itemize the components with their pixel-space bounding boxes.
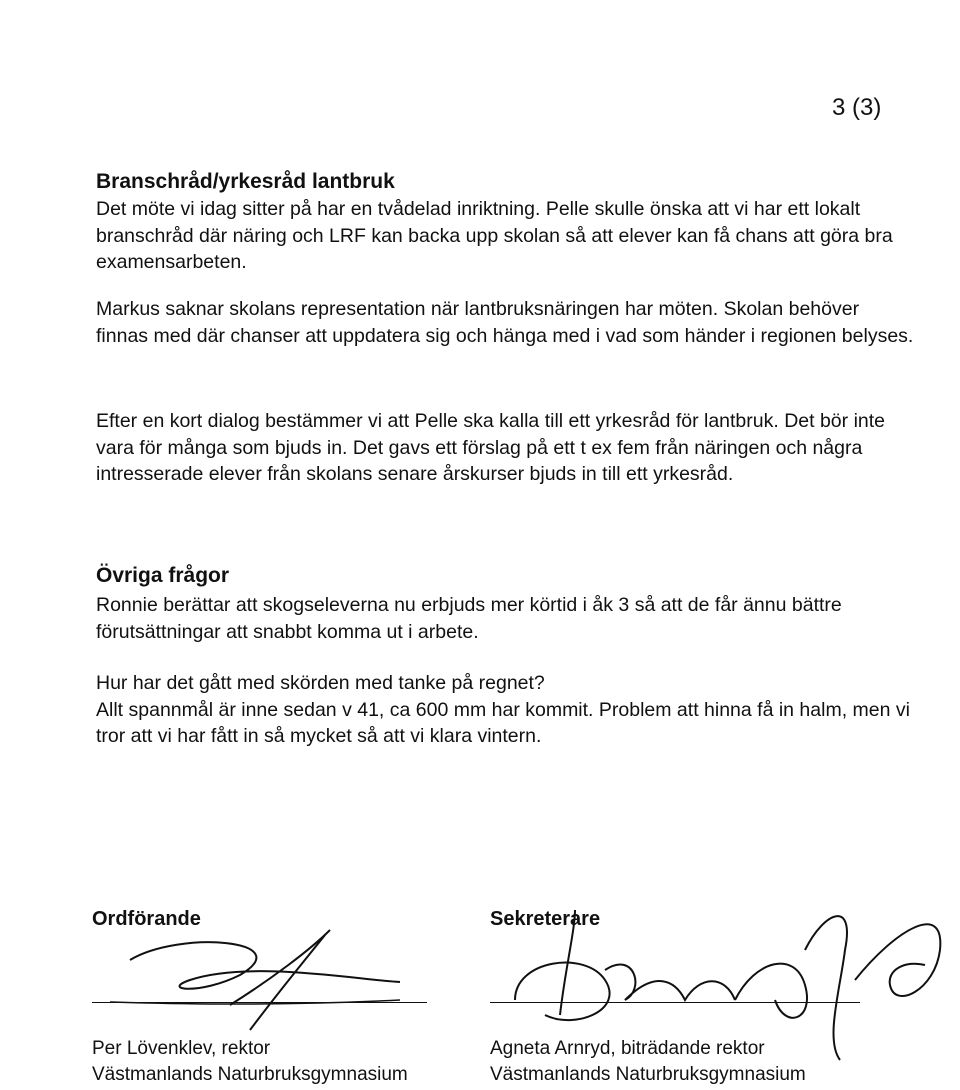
paragraph: Markus saknar skolans representation när lantbruksnäringen har möten. Skolan behöver finnas med där chanser att uppdatera sig och hänga med i vad som händer i regionen belyses. bbox=[96, 298, 914, 347]
signature-name-left: Per Lövenklev, rektor bbox=[92, 1038, 271, 1059]
paragraph: Hur har det gått med skörden med tanke på regnet? Allt spannmål är inne sedan v 41, ca 600 mm har kommit. Problem att hinna få in halm, men vi tror att vi har fått in så mycket så att vi klara vintern. bbox=[96, 672, 910, 747]
handwritten-signature-left bbox=[100, 920, 420, 1040]
signature-org-left: Västmanlands Naturbruksgymnasium bbox=[92, 1064, 408, 1085]
paragraph: Ronnie berättar att skogseleverna nu erbjuds mer körtid i åk 3 så att de får ännu bättre förutsättningar att snabbt komma ut i arbete. bbox=[96, 594, 842, 643]
section-heading-branschrad: Branschråd/yrkesråd lantbruk bbox=[96, 170, 395, 193]
signature-org-right: Västmanlands Naturbruksgymnasium bbox=[490, 1064, 806, 1085]
paragraph: Det möte vi idag sitter på har en tvådelad inriktning. Pelle skulle önska att vi har ett lokalt branschråd där näring och LRF kan backa upp skolan så att elever kan få chans att göra bra examensarbeten. bbox=[96, 198, 893, 273]
section-heading-ovriga-fragor: Övriga frågor bbox=[96, 564, 230, 587]
signature-role-left: Ordförande bbox=[92, 908, 201, 930]
paragraph: Efter en kort dialog bestämmer vi att Pelle ska kalla till ett yrkesråd för lantbruk. Det bör inte vara för många som bjuds in. Det gavs ett förslag på ett t ex fem från näringen och några intresserade elever från skolans senare årskurser bjuds in till ett yrkesråd. bbox=[96, 410, 886, 485]
signature-role-right: Sekreterare bbox=[490, 908, 601, 930]
page-number: 3 (3) bbox=[832, 94, 882, 121]
signature-name-right: Agneta Arnryd, biträdande rektor bbox=[490, 1038, 765, 1059]
